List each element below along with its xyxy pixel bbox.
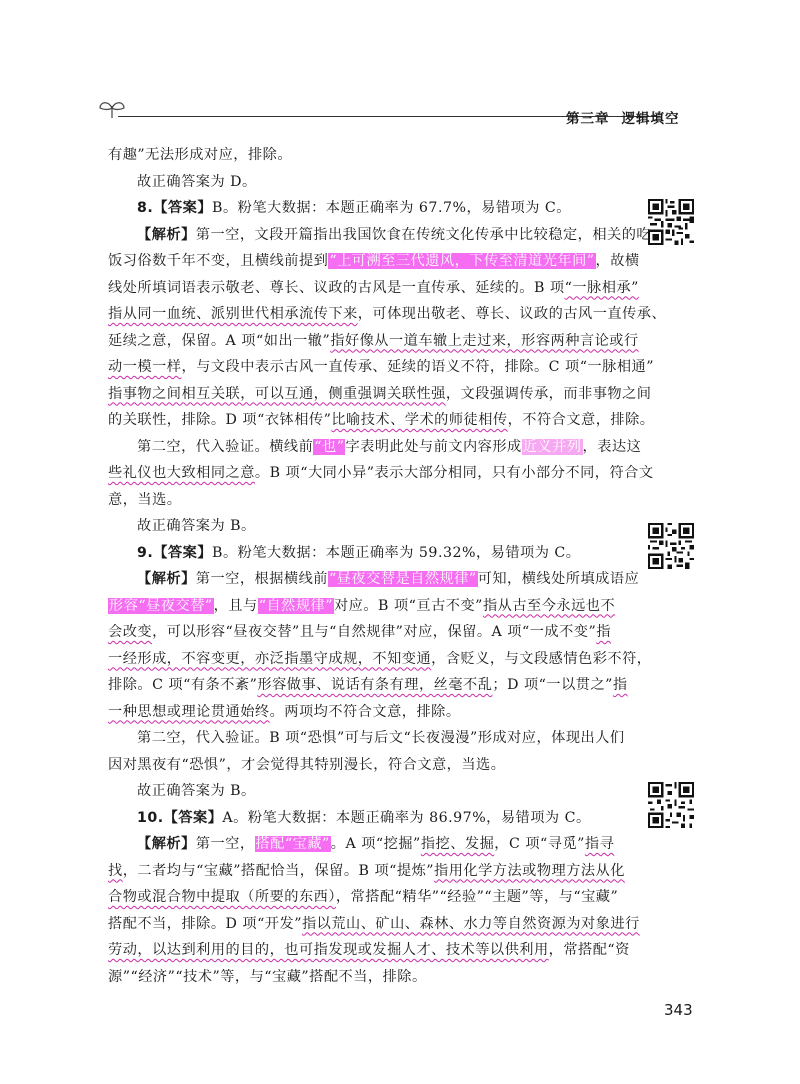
highlight: “昼夜交替是自然规律” — [328, 571, 477, 587]
highlight: 形容“昼夜交替” — [109, 597, 213, 614]
text-line — [108, 646, 652, 673]
page-number: 343 — [664, 1001, 693, 1019]
wavy-underline: 指 — [612, 677, 628, 693]
wavy-underline: 指用化学方法或物理方法从化 — [434, 862, 625, 879]
wavy-underline: 指事物之间相互关联，可以互通，侧重强调关联性强 — [108, 385, 446, 402]
text-line — [108, 937, 628, 964]
wavy-underline: 指以荒山、矿山、森林、水力等自然资源为对象进行 — [301, 915, 640, 932]
text-span: 对应。B 项“亘古不变” — [333, 597, 483, 614]
answer-label: 8.【答案】 — [137, 200, 213, 216]
text-span: 延续之意，保留。A 项“如出一辙” — [108, 332, 331, 349]
text-span: 的关联性，排除。D 项“衣钵相传” — [108, 412, 332, 428]
text-line — [108, 593, 628, 620]
text-line — [108, 275, 639, 302]
wavy-underline: 找 — [108, 862, 123, 879]
text-line — [108, 831, 628, 858]
wavy-underline: 比喻技术、学术的师徒相传 — [331, 412, 508, 428]
text-span: ，且与 — [213, 597, 258, 614]
chapter-number: 第三章 — [566, 111, 610, 127]
analysis-label: 【解析】 — [137, 836, 196, 852]
text-line — [108, 884, 628, 911]
text-line — [108, 911, 640, 938]
highlight: “上可溯至三代遗风，下传至清道光年间” — [329, 253, 595, 269]
text-span: ，与文段中表示古风一直传承、延续的语义不符，排除。C 项“一脉相通” — [181, 359, 654, 375]
text-line: 意，当选。 — [108, 491, 182, 508]
highlight: 搭配“宝藏” — [255, 836, 330, 852]
wavy-underline: 指从古至今永远也不 — [482, 597, 616, 614]
answer-conclusion: 故正确答案为 B。 — [137, 518, 256, 534]
text-span: 搭配不当，排除。D 项“开发” — [108, 915, 302, 932]
wavy-underline: 形容做事、说话有条有理，丝毫不乱 — [257, 677, 493, 693]
wavy-underline: 些礼仪也大致相同之意 — [108, 465, 255, 481]
highlight: “也” — [314, 438, 345, 455]
wavy-underline: “一脉相承” — [564, 279, 639, 296]
text-span: ，可以形容“昼夜交替”且与“自然规律”对应，保留。A 项“一成不变” — [152, 624, 597, 640]
answer-label: 10.【答案】 — [137, 809, 223, 826]
text-line — [108, 222, 652, 249]
text-line: 源”“经济”“技术”等，与“宝藏”搭配不当，排除。 — [108, 968, 427, 985]
highlight: 近义并列 — [522, 438, 582, 455]
text-line — [108, 328, 639, 355]
text-span: ，表达这 — [582, 438, 642, 455]
qr-code-icon[interactable] — [648, 199, 694, 245]
wavy-underline: 合物或混合物中提取（所要的东西） — [108, 889, 336, 905]
q9-answer-line — [108, 540, 628, 567]
text-span: 。B 项“大同小异”表示大部分相同，只有小部分不同，符合文 — [254, 465, 654, 481]
text-span: 第一空，根据横线前 — [195, 571, 328, 587]
wavy-underline: 动一模一样 — [108, 359, 182, 375]
text-span: ，含贬义，与文段感情色彩不符， — [431, 650, 652, 667]
text-line — [108, 699, 628, 726]
text-span: 线处所填词语表示敬老、尊长、议政的古风是一直传承、延续的。B 项 — [108, 279, 565, 296]
answer-stats: B。粉笔大数据：本题正确率为 59.32%，易错项为 C。 — [212, 544, 581, 561]
text-span: 饭习俗数千年不变，且横线前提到 — [108, 253, 329, 269]
highlight: “自然规律” — [258, 597, 333, 614]
text-line — [108, 566, 640, 593]
text-span: ，常搭配“资 — [548, 942, 630, 958]
analysis-label: 【解析】 — [137, 571, 196, 587]
wavy-underline: 指寻 — [584, 836, 615, 852]
answer-conclusion: 故正确答案为 D。 — [137, 173, 257, 190]
text-line — [108, 354, 654, 381]
answer-explanations — [108, 142, 667, 990]
wavy-underline: 指挖、发掘 — [420, 836, 495, 852]
text-span: 可知，横线处所填成语应 — [477, 571, 640, 587]
text-span: 第一空， — [195, 836, 255, 852]
text-span: ，故横 — [595, 253, 640, 269]
text-line: 第二空，代入验证。B 项“恐惧”可与后文“长夜漫漫”形成对应，体现出人们 — [137, 730, 625, 746]
text-line — [108, 407, 655, 434]
answer-conclusion: 故正确答案为 B。 — [137, 783, 256, 799]
text-span: ，可体现出敬老、尊长、议政的古风一直传承、 — [357, 306, 667, 322]
answer-stats: A。粉笔大数据：本题正确率为 86.97%，易错项为 C。 — [222, 809, 591, 826]
text-line — [108, 301, 667, 328]
text-span: 。两项均不符合文意，排除。 — [269, 703, 461, 720]
text-span: 第一空，文段开篇指出我国饮食在传统文化传承中比较稳定，相关的吃 — [195, 226, 652, 243]
wavy-underline: 会改变 — [108, 624, 153, 640]
text-span: ，C 项“寻觅” — [494, 836, 585, 852]
wavy-underline: 指 — [596, 624, 611, 640]
text-span: 。A 项“挖掘” — [330, 836, 421, 852]
wavy-underline: 一种思想或理论贯通始终 — [108, 703, 270, 720]
text-span: ，不符合文意，排除。 — [507, 412, 655, 428]
answer-stats: B。粉笔大数据：本题正确率为 67.7%，易错项为 C。 — [212, 200, 571, 216]
text-line: 有趣”无法形成对应，排除。 — [108, 147, 293, 163]
text-span: 第二空，代入验证。横线前 — [137, 438, 314, 455]
wavy-underline: 指从同一血统、派别世代相承流传下来 — [108, 306, 358, 322]
text-line — [108, 434, 642, 461]
text-span: 字表明此处与前文内容形成 — [345, 438, 522, 455]
text-span: ；D 项“一以贯之” — [492, 677, 613, 693]
text-line — [108, 460, 654, 487]
text-line — [108, 619, 628, 646]
wavy-underline: 一经形成，不容变更，亦泛指墨守成规，不知变通 — [108, 650, 432, 667]
text-span: ，二者均与“宝藏”搭配恰当，保留。B 项“提炼” — [122, 862, 435, 879]
text-span: ，常搭配“精华”“经验”“主题”等，与“宝藏” — [335, 889, 619, 905]
qr-code-icon[interactable] — [648, 782, 694, 828]
chapter-title: 逻辑填空 — [621, 111, 680, 127]
text-line: 因对黑夜有“恐惧”，才会觉得其特别漫长，符合文意，当选。 — [108, 756, 506, 773]
text-line — [108, 672, 628, 699]
text-span: ，文段强调传承，而非事物之间 — [445, 385, 652, 402]
qr-code-icon[interactable] — [648, 523, 694, 569]
chapter-heading — [566, 107, 680, 127]
q10-answer-line — [108, 805, 628, 832]
text-line — [108, 381, 652, 408]
q8-answer-line — [108, 195, 628, 222]
text-line — [108, 248, 640, 275]
text-line — [108, 858, 628, 885]
wavy-underline: 劳动，以达到利用的目的，也可指发现或发掘人才、技术等以供利用 — [108, 942, 549, 958]
wavy-underline: 指好像从一道车辙上走过来，形容两种言论或行 — [330, 332, 639, 349]
text-span: 排除。C 项“有条不紊” — [108, 677, 258, 693]
analysis-label: 【解析】 — [137, 226, 196, 243]
answer-label: 9.【答案】 — [137, 544, 213, 561]
